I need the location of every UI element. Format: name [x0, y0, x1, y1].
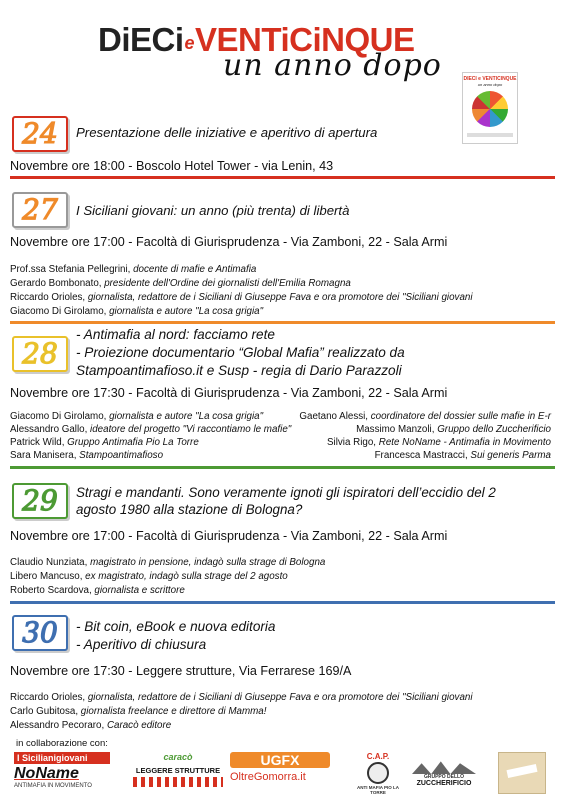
speaker: Francesca Mastracci, Sui generis Parma: [374, 450, 551, 461]
speaker: Massimo Manzoli, Gruppo dello Zuccherificio: [356, 424, 551, 435]
speaker: Roberto Scardova, giornalista e scrittore: [10, 585, 185, 596]
section-title-24: Presentazione delle iniziative e aperitivo di apertura: [76, 125, 378, 140]
separator-red: [10, 176, 555, 179]
speaker: Giacomo Di Girolamo, giornalista e autore "La cosa grigia": [10, 306, 264, 317]
cap-logo: C.A.P. ANTI MAFIA PIO LA TORRE: [356, 752, 400, 795]
date-badge-28: 28: [12, 336, 68, 372]
section-title-27: I Siciliani giovani: un anno (più trenta) di libertà: [76, 203, 350, 218]
date-badge-29: 29: [12, 483, 68, 519]
section-where-24: Novembre ore 18:00 - Boscolo Hotel Tower - via Lenin, 43: [10, 159, 334, 173]
speaker: Claudio Nunziata, magistrato in pensione, indagò sulla strage di Bologna: [10, 557, 326, 568]
speaker: Gerardo Bombonato, presidente dell'Ordine dei giornalisti dell'Emilia Romagna: [10, 278, 351, 289]
speaker: Silvia Rigo, Rete NoName - Antimafia in Movimento: [327, 437, 551, 448]
section-where-28: Novembre ore 17:30 - Facoltà di Giurisprudenza - Via Zamboni, 22 - Sala Armi: [10, 386, 448, 400]
date-badge-27: 27: [12, 192, 68, 228]
section-title-28: - Antimafia al nord: facciamo rete - Proiezione documentario “Global Mafia” realizzato da Stampoantimafioso.it e Susp - regia di Dario Parazzoli: [76, 327, 405, 378]
section-where-27: Novembre ore 17:00 - Facoltà di Giurisprudenza - Via Zamboni, 22 - Sala Armi: [10, 235, 448, 249]
section-where-30: Novembre ore 17:30 - Leggere strutture, Via Ferrarese 169/A: [10, 664, 352, 678]
speaker: Alessandro Pecoraro, Caracò editore: [10, 720, 172, 731]
speaker: Prof.ssa Stefania Pellegrini, docente di mafie e Antimafia: [10, 264, 257, 275]
speaker: Carlo Gubitosa, giornalista freelance e direttore di Mamma!: [10, 706, 267, 717]
caraco-leggere-logo: caracò LEGGERE STRUTTURE: [133, 752, 223, 787]
collab-label: in collaborazione con:: [16, 738, 108, 749]
speaker: Riccardo Orioles, giornalista, redattore de i Siciliani di Giuseppe Fava e ora promotore dei "Siciliani giovani: [10, 692, 473, 703]
date-badge-30: 30: [12, 615, 68, 651]
date-badge-24: 24: [12, 116, 68, 152]
subtitle: un anno dopo: [223, 48, 442, 83]
speaker: Giacomo Di Girolamo, giornalista e autore "La cosa grigia": [10, 411, 264, 422]
section-title-29: Stragi e mandanti. Sono veramente ignoti gli ispiratori dell’eccidio del 2 agosto 1980 alla stazione di Bologna?: [76, 485, 496, 517]
speaker: Libero Mancuso, ex magistrato, indagò sulla strage del 2 agosto: [10, 571, 288, 582]
mamma-logo: [498, 752, 546, 794]
ugfx-oltregomorra-logo: UGFX OltreGomorra.it: [230, 752, 330, 783]
section-title-30: - Bit coin, eBook e nuova editoria - Aperitivo di chiusura: [76, 619, 276, 652]
poster-wheel-image: [472, 91, 508, 127]
speaker: Sara Manisera, Stampoantimafioso: [10, 450, 164, 461]
separator-orange: [10, 321, 555, 324]
section-where-29: Novembre ore 17:00 - Facoltà di Giurisprudenza - Via Zamboni, 22 - Sala Armi: [10, 529, 448, 543]
speaker: Riccardo Orioles, giornalista, redattore de i Siciliani di Giuseppe Fava e ora promotore dei "Siciliani giovani: [10, 292, 473, 303]
speaker: Patrick Wild, Gruppo Antimafia Pio La Torre: [10, 437, 199, 448]
poster-thumbnail: DIECI e VENTICINQUE un anno dopo: [462, 72, 518, 144]
separator-green: [10, 466, 555, 469]
zuccherificio-logo: GRUPPO DELLO ZUCCHERIFICIO: [412, 756, 476, 787]
speaker: Alessandro Gallo, ideatore del progetto "Vi raccontiamo le mafie": [10, 424, 292, 435]
separator-blue: [10, 601, 555, 604]
main-title: DiECieVENTiCiNQUE: [98, 21, 415, 58]
siciliani-giovani-logo: I Sicilianigiovani NoName ANTIMAFIA IN MOVIMENTO: [14, 752, 110, 789]
speaker: Gaetano Alessi, coordinatore del dossier sulle mafie in E-r: [299, 411, 551, 422]
